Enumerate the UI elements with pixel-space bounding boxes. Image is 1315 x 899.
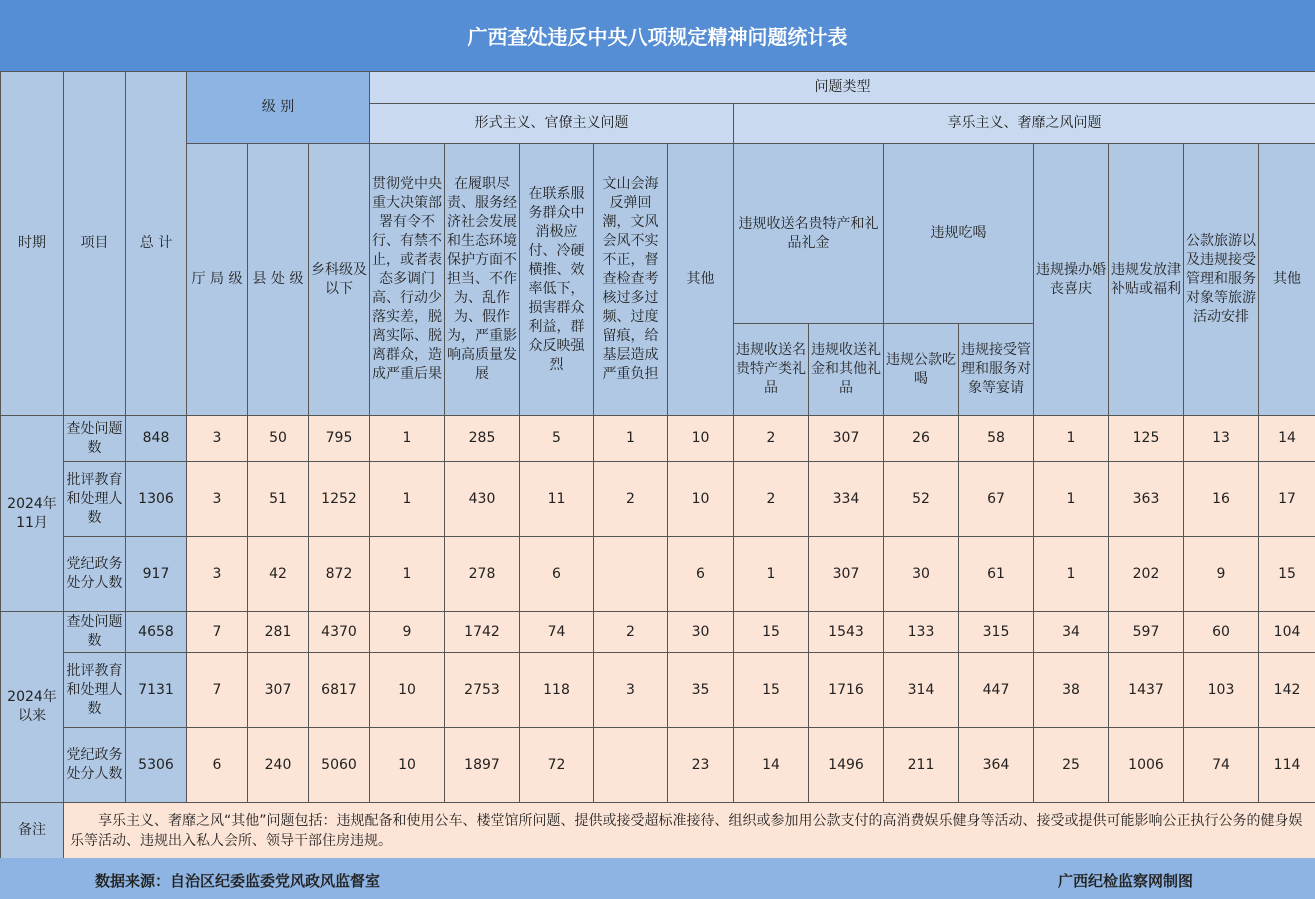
eating-sub2-header: 违规接受管理和服务对象等宴请 bbox=[959, 324, 1034, 416]
period-header: 时期 bbox=[1, 72, 64, 416]
eating-sub1-header: 违规公款吃喝 bbox=[884, 324, 959, 416]
hedonism-other-header: 其他 bbox=[1259, 144, 1315, 416]
data-cell: 142 bbox=[1259, 653, 1315, 728]
data-cell: 74 bbox=[520, 612, 594, 653]
data-cell: 1897 bbox=[445, 728, 520, 803]
footer bbox=[0, 858, 1315, 899]
data-cell: 61 bbox=[959, 537, 1034, 612]
data-cell: 363 bbox=[1109, 462, 1184, 537]
data-cell: 1006 bbox=[1109, 728, 1184, 803]
period-label: 2024年以来 bbox=[1, 612, 64, 803]
period-label: 2024年11月 bbox=[1, 416, 64, 612]
data-cell: 2 bbox=[594, 462, 668, 537]
data-cell: 52 bbox=[884, 462, 959, 537]
data-cell: 2 bbox=[594, 612, 668, 653]
data-cell: 10 bbox=[668, 462, 734, 537]
data-cell: 74 bbox=[1184, 728, 1259, 803]
data-cell: 35 bbox=[668, 653, 734, 728]
data-cell: 2 bbox=[734, 416, 809, 462]
data-cell: 281 bbox=[248, 612, 309, 653]
data-cell: 307 bbox=[809, 416, 884, 462]
data-cell: 1496 bbox=[809, 728, 884, 803]
table-row bbox=[1, 416, 1315, 462]
item-label: 批评教育和处理人数 bbox=[64, 462, 126, 537]
data-cell: 7 bbox=[187, 612, 248, 653]
wedding-header: 违规操办婚丧喜庆 bbox=[1034, 144, 1109, 416]
data-cell: 285 bbox=[445, 416, 520, 462]
data-source: 数据来源：自治区纪委监委党风政风监督室 bbox=[95, 872, 381, 890]
problem-type-header: 问题类型 bbox=[370, 72, 1315, 104]
formalism-header: 形式主义、官僚主义问题 bbox=[370, 104, 734, 144]
data-cell: 67 bbox=[959, 462, 1034, 537]
data-cell: 1 bbox=[1034, 537, 1109, 612]
formalism-col2-header: 在履职尽责、服务经济社会发展和生态环境保护方面不担当、不作为、乱作为、假作为，严重影响高质量发展 bbox=[445, 144, 520, 416]
data-cell: 1437 bbox=[1109, 653, 1184, 728]
note-row bbox=[1, 803, 1315, 859]
data-cell: 364 bbox=[959, 728, 1034, 803]
data-cell: 6 bbox=[187, 728, 248, 803]
table-row bbox=[1, 462, 1315, 537]
total-value: 1306 bbox=[126, 462, 187, 537]
data-cell: 42 bbox=[248, 537, 309, 612]
data-cell: 11 bbox=[520, 462, 594, 537]
data-cell: 3 bbox=[187, 462, 248, 537]
data-cell: 13 bbox=[1184, 416, 1259, 462]
table-row bbox=[1, 728, 1315, 803]
data-cell: 51 bbox=[248, 462, 309, 537]
formalism-col3-header: 在联系服务群众中消极应付、冷硬横推、效率低下，损害群众利益，群众反映强烈 bbox=[520, 144, 594, 416]
data-cell: 25 bbox=[1034, 728, 1109, 803]
total-header: 总 计 bbox=[126, 72, 187, 416]
formalism-col4-header: 文山会海反弹回潮，文风会风不实不正，督查检查考核过多过频、过度留痕，给基层造成严重负担 bbox=[594, 144, 668, 416]
data-cell: 4370 bbox=[309, 612, 370, 653]
data-cell bbox=[594, 537, 668, 612]
data-cell: 16 bbox=[1184, 462, 1259, 537]
item-label: 批评教育和处理人数 bbox=[64, 653, 126, 728]
data-cell: 314 bbox=[884, 653, 959, 728]
formalism-other-header: 其他 bbox=[668, 144, 734, 416]
data-cell: 1 bbox=[1034, 462, 1109, 537]
data-cell: 1 bbox=[370, 462, 445, 537]
data-cell: 240 bbox=[248, 728, 309, 803]
data-cell bbox=[594, 728, 668, 803]
data-cell: 7 bbox=[187, 653, 248, 728]
data-cell: 430 bbox=[445, 462, 520, 537]
chart-maker: 广西纪检监察网制图 bbox=[1058, 872, 1194, 890]
total-value: 917 bbox=[126, 537, 187, 612]
data-cell: 15 bbox=[734, 612, 809, 653]
data-cell: 6 bbox=[668, 537, 734, 612]
data-cell: 38 bbox=[1034, 653, 1109, 728]
data-cell: 278 bbox=[445, 537, 520, 612]
data-cell: 6 bbox=[520, 537, 594, 612]
note-text: 享乐主义、奢靡之风“其他”问题包括：违规配备和使用公车、楼堂馆所问题、提供或接受超标准接待、组织或参加用公款支付的高消费娱乐健身等活动、接受或提供可能影响公正执行公务的健身娱乐等活动、违规出入私人会所、领导干部住房违规。 bbox=[64, 803, 1315, 859]
gift-sub2-header: 违规收送礼金和其他礼品 bbox=[809, 324, 884, 416]
data-cell: 597 bbox=[1109, 612, 1184, 653]
data-cell: 6817 bbox=[309, 653, 370, 728]
gift-sub1-header: 违规收送名贵特产类礼品 bbox=[734, 324, 809, 416]
ting-ju-level-header: 厅 局 级 bbox=[187, 144, 248, 416]
subsidy-header: 违规发放津补贴或福利 bbox=[1109, 144, 1184, 416]
data-cell: 60 bbox=[1184, 612, 1259, 653]
data-cell: 202 bbox=[1109, 537, 1184, 612]
data-cell: 10 bbox=[370, 653, 445, 728]
data-cell: 1 bbox=[734, 537, 809, 612]
total-value: 7131 bbox=[126, 653, 187, 728]
data-cell: 2753 bbox=[445, 653, 520, 728]
statistics-table bbox=[0, 71, 1315, 859]
data-cell: 315 bbox=[959, 612, 1034, 653]
data-cell: 58 bbox=[959, 416, 1034, 462]
data-cell: 2 bbox=[734, 462, 809, 537]
data-cell: 23 bbox=[668, 728, 734, 803]
data-cell: 30 bbox=[884, 537, 959, 612]
item-label: 党纪政务处分人数 bbox=[64, 537, 126, 612]
data-cell: 104 bbox=[1259, 612, 1315, 653]
data-cell: 3 bbox=[594, 653, 668, 728]
data-cell: 9 bbox=[370, 612, 445, 653]
data-cell: 872 bbox=[309, 537, 370, 612]
total-value: 5306 bbox=[126, 728, 187, 803]
data-cell: 1543 bbox=[809, 612, 884, 653]
level-header: 级 别 bbox=[187, 72, 370, 144]
data-cell: 795 bbox=[309, 416, 370, 462]
travel-header: 公款旅游以及违规接受管理和服务对象等旅游活动安排 bbox=[1184, 144, 1259, 416]
data-cell: 125 bbox=[1109, 416, 1184, 462]
item-label: 查处问题数 bbox=[64, 416, 126, 462]
data-cell: 5060 bbox=[309, 728, 370, 803]
data-cell: 1 bbox=[370, 416, 445, 462]
data-cell: 1 bbox=[594, 416, 668, 462]
data-cell: 334 bbox=[809, 462, 884, 537]
data-cell: 103 bbox=[1184, 653, 1259, 728]
data-cell: 211 bbox=[884, 728, 959, 803]
data-cell: 17 bbox=[1259, 462, 1315, 537]
data-cell: 15 bbox=[1259, 537, 1315, 612]
data-cell: 1716 bbox=[809, 653, 884, 728]
data-cell: 3 bbox=[187, 537, 248, 612]
data-cell: 447 bbox=[959, 653, 1034, 728]
data-cell: 14 bbox=[1259, 416, 1315, 462]
eating-header: 违规吃喝 bbox=[884, 144, 1034, 324]
data-cell: 307 bbox=[248, 653, 309, 728]
data-cell: 10 bbox=[370, 728, 445, 803]
data-cell: 118 bbox=[520, 653, 594, 728]
data-cell: 30 bbox=[668, 612, 734, 653]
gift-header: 违规收送名贵特产和礼品礼金 bbox=[734, 144, 884, 324]
table-row bbox=[1, 653, 1315, 728]
data-cell: 1 bbox=[1034, 416, 1109, 462]
data-cell: 9 bbox=[1184, 537, 1259, 612]
data-cell: 307 bbox=[809, 537, 884, 612]
data-cell: 114 bbox=[1259, 728, 1315, 803]
data-cell: 5 bbox=[520, 416, 594, 462]
data-cell: 10 bbox=[668, 416, 734, 462]
data-cell: 3 bbox=[187, 416, 248, 462]
hedonism-header: 享乐主义、奢靡之风问题 bbox=[734, 104, 1315, 144]
table-row bbox=[1, 612, 1315, 653]
data-cell: 133 bbox=[884, 612, 959, 653]
table-title: 广西查处违反中央八项规定精神问题统计表 bbox=[0, 0, 1315, 71]
item-header: 项目 bbox=[64, 72, 126, 416]
total-value: 4658 bbox=[126, 612, 187, 653]
data-cell: 15 bbox=[734, 653, 809, 728]
data-cell: 26 bbox=[884, 416, 959, 462]
xian-chu-level-header: 县 处 级 bbox=[248, 144, 309, 416]
item-label: 查处问题数 bbox=[64, 612, 126, 653]
formalism-col1-header: 贯彻党中央重大决策部署有令不行、有禁不止，或者表态多调门高、行动少落实差，脱离实际、脱离群众，造成严重后果 bbox=[370, 144, 445, 416]
item-label: 党纪政务处分人数 bbox=[64, 728, 126, 803]
data-cell: 1252 bbox=[309, 462, 370, 537]
total-value: 848 bbox=[126, 416, 187, 462]
data-cell: 14 bbox=[734, 728, 809, 803]
note-label: 备注 bbox=[1, 803, 64, 859]
data-cell: 72 bbox=[520, 728, 594, 803]
data-cell: 34 bbox=[1034, 612, 1109, 653]
xiang-ke-level-header: 乡科级及以下 bbox=[309, 144, 370, 416]
table-row bbox=[1, 537, 1315, 612]
data-cell: 50 bbox=[248, 416, 309, 462]
data-cell: 1742 bbox=[445, 612, 520, 653]
data-cell: 1 bbox=[370, 537, 445, 612]
